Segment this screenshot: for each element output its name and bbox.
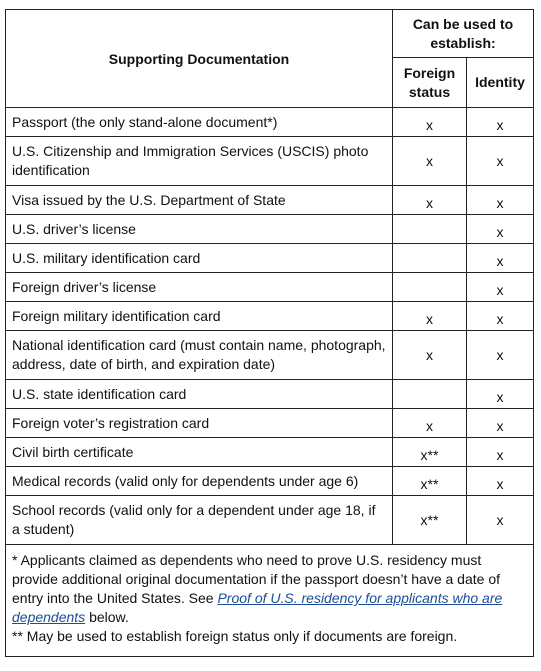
header-identity: Identity	[467, 58, 534, 108]
identity-mark: x	[467, 409, 534, 438]
table-row	[6, 215, 534, 244]
doc-civil-birth-certificate: Civil birth certificate	[6, 438, 393, 467]
table-row	[6, 244, 534, 273]
identity-mark: x	[467, 273, 534, 302]
footnotes	[6, 545, 534, 657]
doc-us-military-id: U.S. military identification card	[6, 244, 393, 273]
table-row	[6, 496, 534, 545]
identity-mark: x	[467, 186, 534, 215]
table-row	[6, 273, 534, 302]
identity-mark: x	[467, 331, 534, 380]
table-row	[6, 331, 534, 380]
foreign-mark	[393, 244, 467, 273]
header-can-be-used: Can be used to establish:	[393, 10, 534, 58]
doc-uscis-photo-id: U.S. Citizenship and Immigration Services (USCIS) photo identification	[6, 137, 393, 186]
header-supporting-documentation: Supporting Documentation	[6, 10, 393, 108]
doc-national-id: National identification card (must contain name, photograph, address, date of birth, and expiration date)	[6, 331, 393, 380]
doc-us-state-id: U.S. state identification card	[6, 380, 393, 409]
identity-mark: x	[467, 438, 534, 467]
table-row	[6, 380, 534, 409]
foreign-mark: x**	[393, 438, 467, 467]
notes-row	[6, 545, 534, 657]
identity-mark: x	[467, 244, 534, 273]
identity-mark: x	[467, 302, 534, 331]
table-row	[6, 137, 534, 186]
identity-mark: x	[467, 137, 534, 186]
table-row	[6, 108, 534, 137]
table-row	[6, 409, 534, 438]
table-row	[6, 467, 534, 496]
doc-school-records: School records (valid only for a dependent under age 18, if a student)	[6, 496, 393, 545]
foreign-mark	[393, 380, 467, 409]
foreign-mark	[393, 273, 467, 302]
table-row	[6, 438, 534, 467]
doc-foreign-military-id: Foreign military identification card	[6, 302, 393, 331]
foreign-mark: x	[393, 331, 467, 380]
foreign-mark: x	[393, 108, 467, 137]
doc-foreign-voter-card: Foreign voter’s registration card	[6, 409, 393, 438]
foreign-mark: x	[393, 137, 467, 186]
foreign-mark	[393, 215, 467, 244]
header-foreign-status: Foreign status	[393, 58, 467, 108]
foreign-mark: x**	[393, 467, 467, 496]
identity-mark: x	[467, 467, 534, 496]
identity-mark: x	[467, 215, 534, 244]
doc-visa: Visa issued by the U.S. Department of State	[6, 186, 393, 215]
table-row	[6, 302, 534, 331]
identity-mark: x	[467, 496, 534, 545]
doc-medical-records: Medical records (valid only for dependents under age 6)	[6, 467, 393, 496]
footnote-1-suffix: below.	[85, 609, 129, 625]
doc-foreign-drivers-license: Foreign driver’s license	[6, 273, 393, 302]
table-row	[6, 186, 534, 215]
footnote-2-text: ** May be used to establish foreign status only if documents are foreign.	[12, 628, 458, 644]
foreign-mark: x	[393, 186, 467, 215]
doc-us-drivers-license: U.S. driver’s license	[6, 215, 393, 244]
identity-mark: x	[467, 108, 534, 137]
identity-mark: x	[467, 380, 534, 409]
footnote-1-text: * Applicants claimed as dependents who need to prove U.S. residency must provide additional original documentation if the passport doesn’t have a date of entry into the United States. See	[12, 552, 500, 606]
doc-passport: Passport (the only stand-alone document*)	[6, 108, 393, 137]
foreign-mark: x**	[393, 496, 467, 545]
foreign-mark: x	[393, 409, 467, 438]
supporting-documentation-table	[5, 9, 534, 657]
proof-of-residency-link[interactable]: Proof of U.S. residency for applicants who are dependents	[12, 590, 503, 625]
foreign-mark: x	[393, 302, 467, 331]
